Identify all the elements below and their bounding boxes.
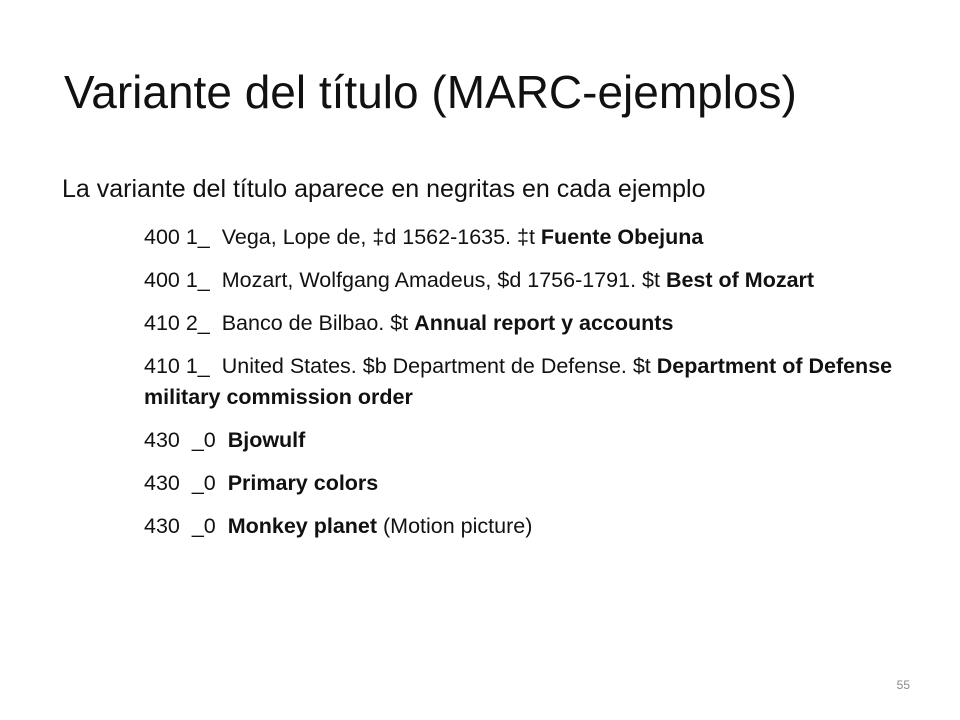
marc-field-code: 430 _0 — [144, 428, 228, 452]
variant-title: Monkey planet — [227, 514, 378, 538]
example-suffix: (Motion picture) — [377, 514, 533, 538]
example-text: Mozart, Wolfgang Amadeus, $d 1756-1791. $t — [221, 268, 666, 292]
marc-field-code: 400 1_ — [144, 268, 222, 292]
example-text: Vega, Lope de, ‡d 1562-1635. ‡t — [221, 225, 541, 249]
example-item — [144, 425, 924, 456]
marc-field-code: 430 _0 — [144, 471, 228, 495]
marc-field-code: 410 2_ — [144, 311, 222, 335]
marc-field-code: 430 _0 — [144, 514, 228, 538]
example-item — [144, 351, 924, 413]
marc-field-code: 410 1_ — [144, 354, 222, 378]
intro-text: La variante del título aparece en negritas en cada ejemplo — [62, 175, 706, 203]
example-item — [144, 265, 924, 296]
example-item — [144, 308, 924, 339]
variant-title: Primary colors — [227, 471, 379, 495]
variant-title: Best of Mozart — [665, 268, 815, 292]
variant-title: Annual report y accounts — [414, 311, 674, 335]
example-item — [144, 222, 924, 253]
example-list — [144, 222, 924, 554]
variant-title: Department of Defense military commission order — [144, 354, 893, 409]
example-item — [144, 511, 924, 542]
marc-field-code: 400 1_ — [144, 225, 222, 249]
example-item — [144, 468, 924, 499]
variant-title: Bjowulf — [227, 428, 306, 452]
example-text: Banco de Bilbao. $t — [221, 311, 415, 335]
variant-title: Fuente Obejuna — [540, 225, 704, 249]
slide-title: Variante del título (MARC-ejemplos) — [64, 66, 797, 118]
page-number: 55 — [896, 678, 910, 692]
example-text: United States. $b Department de Defense. $t — [221, 354, 657, 378]
